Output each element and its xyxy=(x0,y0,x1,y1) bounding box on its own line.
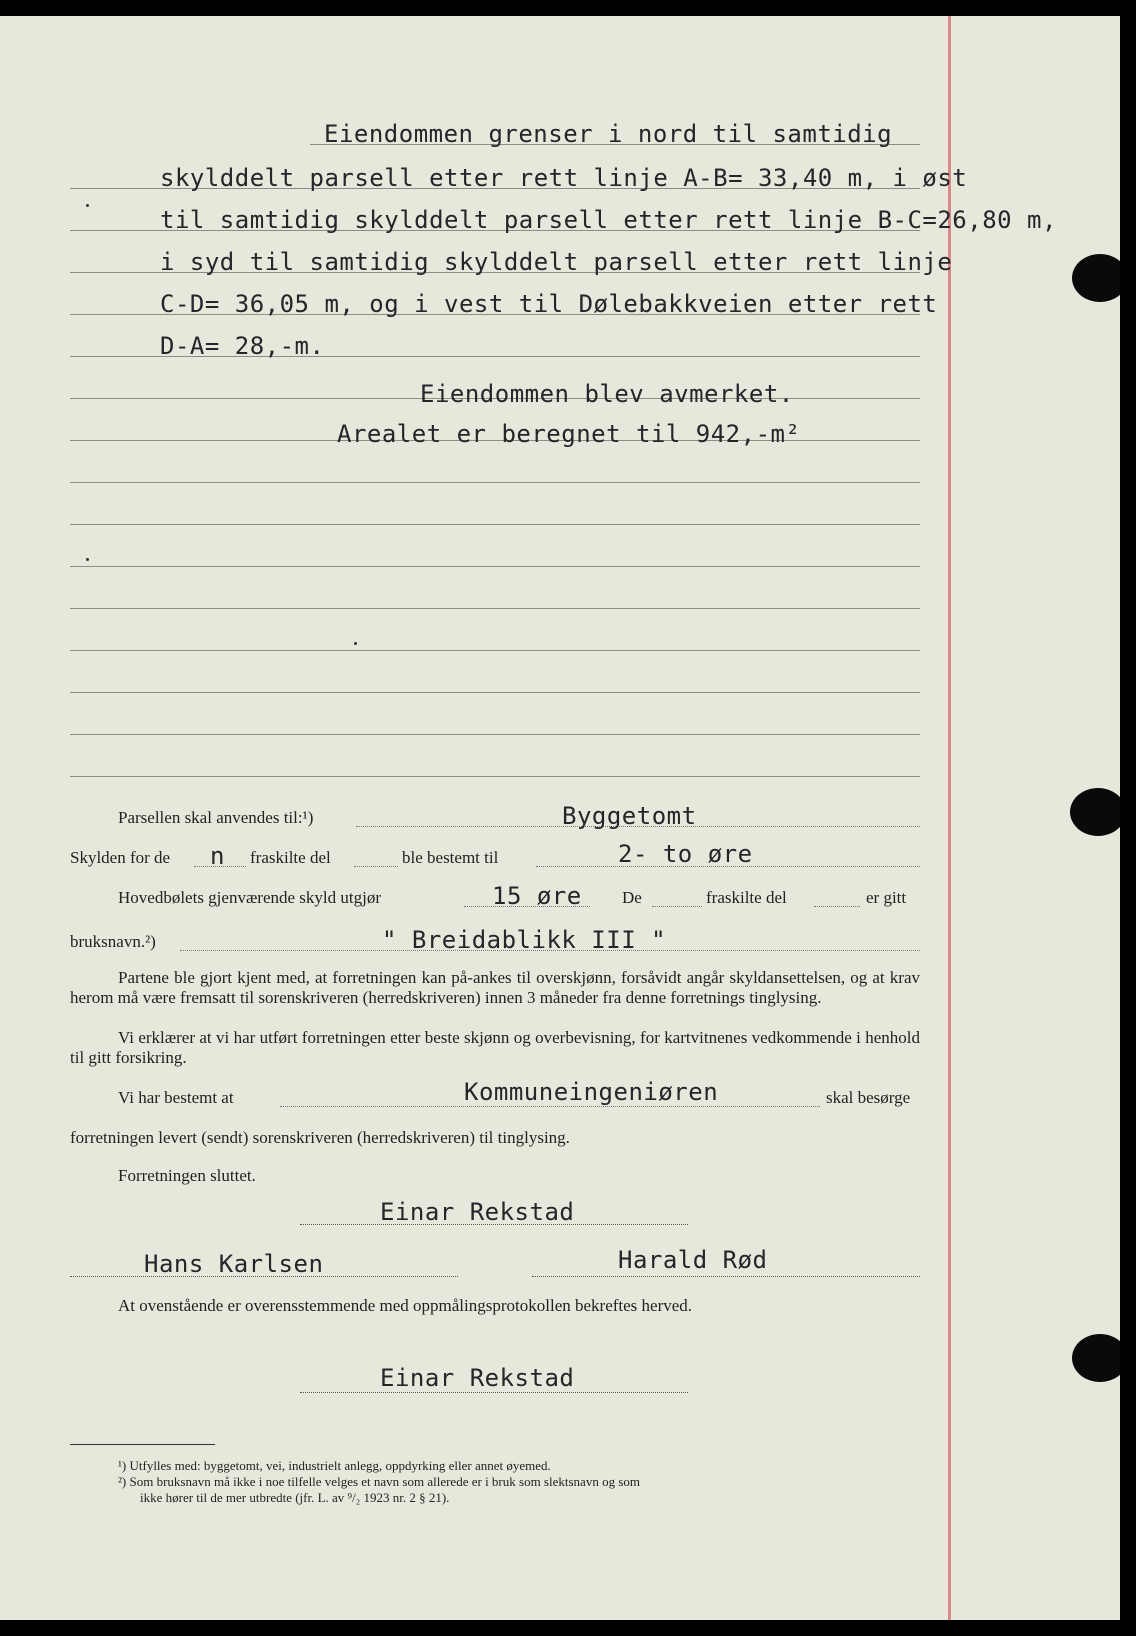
delivery-text: forretningen levert (sendt) sorenskriveren (herredskriveren) til tinglysing. xyxy=(70,1128,570,1147)
signature-first: Einar Rekstad xyxy=(380,1198,575,1226)
signature-left: Hans Karlsen xyxy=(144,1250,324,1278)
name-label: bruksnavn.²) xyxy=(70,932,156,951)
signature-right: Harald Rød xyxy=(618,1246,768,1274)
use-value: Byggetomt xyxy=(562,802,697,830)
ruled-line xyxy=(70,482,920,483)
footnote-mark: ¹) xyxy=(118,1458,127,1473)
main-label-c: fraskilte del xyxy=(706,888,787,907)
typed-line: Eiendommen grenser i nord til samtidig xyxy=(324,120,893,148)
dotted-line xyxy=(194,866,246,867)
speck xyxy=(86,204,89,207)
ruled-line xyxy=(70,734,920,735)
name-value: " Breidablikk III " xyxy=(382,926,667,954)
footnote-rule xyxy=(70,1444,215,1445)
dotted-line xyxy=(280,1106,820,1107)
closing-text: Forretningen sluttet. xyxy=(118,1166,256,1185)
main-label-d: er gitt xyxy=(866,888,907,907)
tax-value: 2- to øre xyxy=(618,840,753,868)
ruled-line xyxy=(70,692,920,693)
document-page xyxy=(0,16,1120,1620)
punch-hole xyxy=(1072,1334,1120,1382)
footnote-1 xyxy=(118,1458,551,1473)
punch-hole xyxy=(1070,788,1120,836)
ruled-line xyxy=(70,608,920,609)
dotted-line xyxy=(652,906,702,907)
ruled-line xyxy=(70,650,920,651)
signature-line xyxy=(300,1224,688,1225)
footnote-text: Som bruksnavn må ikke i noe tilfelle velges et navn som allerede er i bruk som slektsnavn og som xyxy=(129,1474,640,1489)
typed-area: Arealet er beregnet til 942,-m² xyxy=(337,420,801,448)
punch-hole xyxy=(1072,254,1120,302)
dotted-line xyxy=(354,866,398,867)
appeal-paragraph: Partene ble gjort kjent med, at forretningen kan på-ankes til overskjønn, forsåvidt angår skyldansettelsen, og at krav herom må være fremsatt til sorenskriveren (herredskriveren) innen 3 måneder fra denne forretnings tinglysing. xyxy=(70,968,920,1007)
tax-fill-a: n xyxy=(210,842,225,870)
speck xyxy=(86,558,89,561)
use-label: Parsellen skal anvendes til:¹) xyxy=(118,808,314,827)
ruled-line xyxy=(70,524,920,525)
typed-line: til samtidig skylddelt parsell etter rett linje B-C=26,80 m, xyxy=(160,206,1057,234)
footnote-2-continued xyxy=(140,1490,449,1505)
typed-line: D-A= 28,-m. xyxy=(160,332,325,360)
tax-label-b: fraskilte del xyxy=(250,848,331,867)
responsible-value: Kommuneingeniøren xyxy=(464,1078,719,1106)
signature-line xyxy=(70,1276,458,1277)
main-label-a: Hovedbølets gjenværende skyld utgjør xyxy=(118,888,381,907)
main-label-b: De xyxy=(622,888,642,907)
footnote-text: Utfylles med: byggetomt, vei, industrielt anlegg, oppdyrking eller annet øyemed. xyxy=(129,1458,551,1473)
responsible-label-a: Vi har bestemt at xyxy=(118,1088,234,1107)
typed-marked: Eiendommen blev avmerket. xyxy=(420,380,794,408)
main-value: 15 øre xyxy=(492,882,582,910)
ruled-line xyxy=(70,566,920,567)
dotted-line xyxy=(814,906,860,907)
tax-label-c: ble bestemt til xyxy=(402,848,499,867)
tax-label-a: Skylden for de xyxy=(70,848,171,867)
signature-final: Einar Rekstad xyxy=(380,1364,575,1392)
typed-line: C-D= 36,05 m, og i vest til Dølebakkveien etter rett xyxy=(160,290,938,318)
signature-line xyxy=(532,1276,920,1277)
typed-line: i syd til samtidig skylddelt parsell etter rett linje xyxy=(160,248,953,276)
ruled-line xyxy=(70,776,920,777)
declaration-paragraph: Vi erklærer at vi har utført forretningen etter beste skjønn og overbevisning, for kartvitnenes vedkommende i henhold til gitt forsikring. xyxy=(70,1028,920,1067)
responsible-label-b: skal besørge xyxy=(826,1088,911,1107)
footnote-2 xyxy=(118,1474,640,1489)
footnote-mark: ²) xyxy=(118,1474,127,1489)
typed-line: skylddelt parsell etter rett linje A-B= 33,40 m, i øst xyxy=(160,164,968,192)
speck xyxy=(354,642,357,645)
footnote-text: ikke hører til de mer utbredte (jfr. L. av ⁹/₂ 1923 nr. 2 § 21). xyxy=(140,1490,450,1505)
confirmation-text: At ovenstående er overensstemmende med oppmålingsprotokollen bekreftes herved. xyxy=(118,1296,693,1315)
signature-line xyxy=(300,1392,688,1393)
